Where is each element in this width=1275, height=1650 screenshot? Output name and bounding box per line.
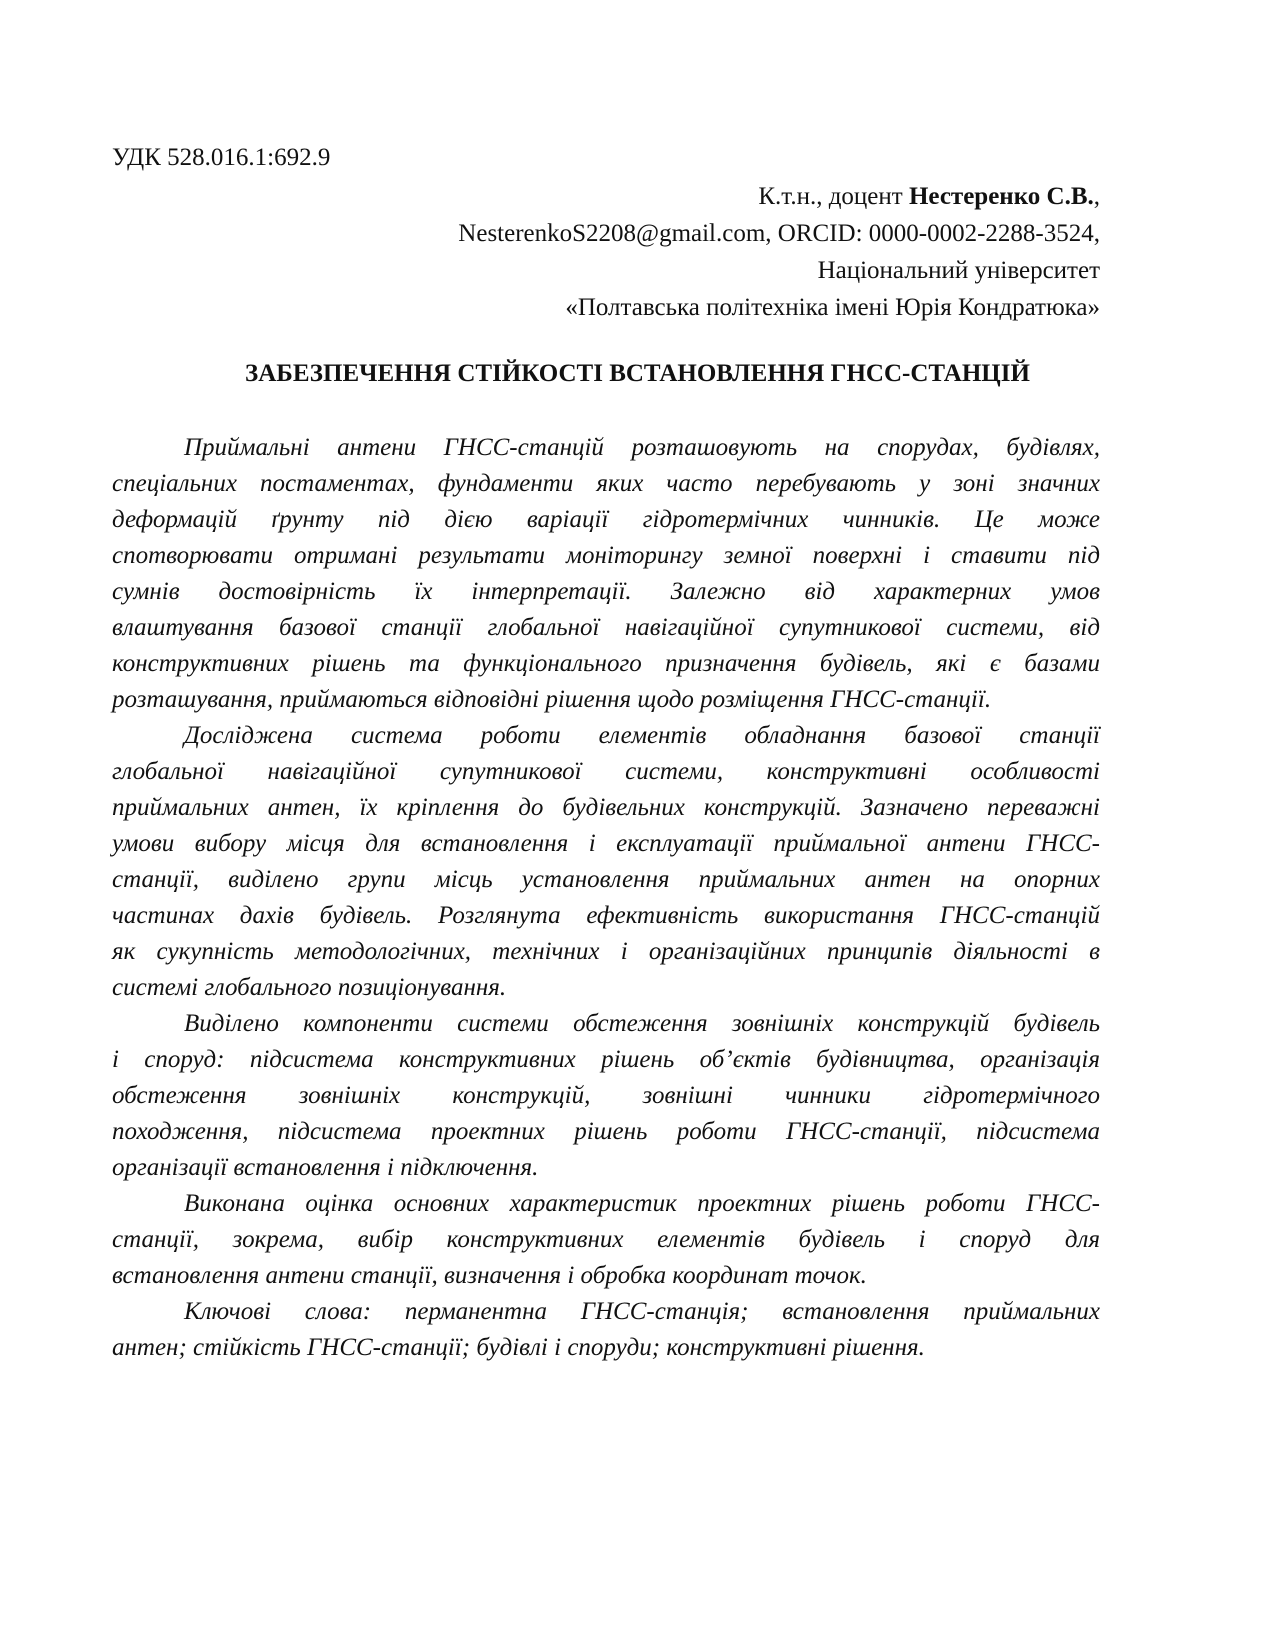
- paragraph-line: влаштування базової станції глобальної навігаційної супутникової системи, від: [112, 614, 1100, 641]
- paragraph-line: деформацій ґрунту під дією варіації гідротермічних чинників. Це може: [112, 506, 1100, 533]
- abstract: [112, 430, 1100, 1366]
- paragraph-line: сумнів достовірність їх інтерпретації. Залежно від характерних умов: [112, 578, 1100, 605]
- paragraph-line: встановлення антени станції, визначення і обробка координат точок.: [112, 1262, 867, 1289]
- paragraph-line: Виконана оцінка основних характеристик проектних рішень роботи ГНСС-: [184, 1190, 1100, 1217]
- abstract-paragraph: [112, 1294, 1100, 1366]
- paragraph-line: організації встановлення і підключення.: [112, 1154, 539, 1181]
- paragraph-line: станції, виділено групи місць установлення приймальних антен на опорних: [112, 866, 1100, 893]
- abstract-paragraph: [112, 1186, 1100, 1294]
- author-contact: NesterenkoS2208@gmail.com, ORCID: 0000-0002-2288-3524,: [458, 220, 1100, 247]
- author-degree: К.т.н., доцент: [758, 183, 909, 210]
- paragraph-line: і споруд: підсистема конструктивних рішень об’єктів будівництва, організація: [112, 1046, 1100, 1073]
- udc-code: УДК 528.016.1:692.9: [112, 144, 331, 171]
- paragraph-line: системі глобального позиціонування.: [112, 974, 507, 1001]
- paragraph-line: антен; стійкість ГНСС-станції; будівлі і споруди; конструктивні рішення.: [112, 1334, 925, 1361]
- paragraph-line: Ключові слова: перманентна ГНСС-станція; встановлення приймальних: [184, 1298, 1100, 1325]
- author-line: [458, 178, 1100, 215]
- paragraph-line: частинах дахів будівель. Розглянута ефективність використання ГНСС-станцій: [112, 902, 1100, 929]
- abstract-paragraph: [112, 430, 1100, 718]
- paragraph-line: Приймальні антени ГНСС-станцій розташовують на спорудах, будівлях,: [184, 434, 1100, 461]
- paragraph-line: як сукупність методологічних, технічних і організаційних принципів діяльності в: [112, 938, 1100, 965]
- paragraph-line: приймальних антен, їх кріплення до будівельних конструкцій. Зазначено переважні: [112, 794, 1100, 821]
- author-affiliation-2: «Полтавська політехніка імені Юрія Кондратюка»: [565, 294, 1100, 321]
- author-comma: ,: [1093, 183, 1100, 210]
- author-block: [458, 178, 1100, 326]
- paragraph-line: спотворювати отримані результати моніторингу земної поверхні і ставити під: [112, 542, 1100, 569]
- paragraph-line: конструктивних рішень та функціонального призначення будівель, які є базами: [112, 650, 1100, 677]
- paragraph-line: Виділено компоненти системи обстеження зовнішніх конструкцій будівель: [184, 1010, 1100, 1037]
- abstract-paragraph: [112, 718, 1100, 1006]
- author-name: Нестеренко С.В.: [908, 183, 1094, 210]
- paper-title: ЗАБЕЗПЕЧЕННЯ СТІЙКОСТІ ВСТАНОВЛЕННЯ ГНСС-СТАНЦІЙ: [245, 360, 1030, 387]
- paragraph-line: походження, підсистема проектних рішень роботи ГНСС-станції, підсистема: [112, 1118, 1100, 1145]
- paragraph-line: умови вибору місця для встановлення і експлуатації приймальної антени ГНСС-: [112, 830, 1100, 857]
- abstract-paragraph: [112, 1006, 1100, 1186]
- paragraph-line: Досліджена система роботи елементів обладнання базової станції: [184, 722, 1100, 749]
- paragraph-line: глобальної навігаційної супутникової системи, конструктивні особливості: [112, 758, 1100, 785]
- author-affiliation-1: Національний університет: [817, 257, 1100, 284]
- paragraph-line: станції, зокрема, вибір конструктивних елементів будівель і споруд для: [112, 1226, 1100, 1253]
- paragraph-line: обстеження зовнішніх конструкцій, зовнішні чинники гідротермічного: [112, 1082, 1100, 1109]
- paragraph-line: розташування, приймаються відповідні рішення щодо розміщення ГНСС-станції.: [112, 686, 992, 713]
- paragraph-line: спеціальних постаментах, фундаменти яких часто перебувають у зоні значних: [112, 470, 1100, 497]
